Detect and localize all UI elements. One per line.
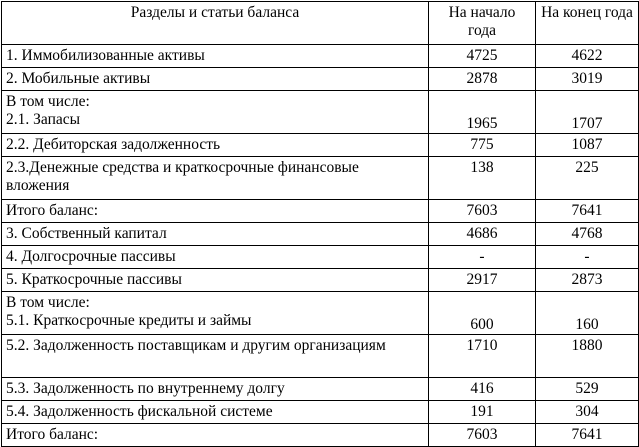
row-label: 1. Иммобилизованные активы [2, 45, 429, 68]
header-sections: Разделы и статьи баланса [2, 2, 429, 45]
table-row [2, 157, 639, 200]
row-start-value: 416 [429, 378, 536, 401]
header-end-of-year: На конец года [536, 2, 639, 45]
row-end-value: 1707 [536, 91, 639, 134]
table-row [2, 223, 639, 246]
table-row [2, 91, 639, 134]
row-end-value: - [536, 246, 639, 269]
row-start-value: 1710 [429, 335, 536, 378]
row-start-value: 191 [429, 401, 536, 424]
table-header-row [2, 2, 639, 45]
row-end-value: 225 [536, 157, 639, 200]
row-end-value: 304 [536, 401, 639, 424]
row-label: 2.2. Дебиторская задолженность [2, 134, 429, 157]
row-end-value: 7641 [536, 424, 639, 447]
row-end-value: 160 [536, 292, 639, 335]
row-label: В том числе: 2.1. Запасы [2, 91, 429, 134]
table-row [2, 200, 639, 223]
row-label: 2. Мобильные активы [2, 68, 429, 91]
row-start-value: 4725 [429, 45, 536, 68]
row-label: 4. Долгосрочные пассивы [2, 246, 429, 269]
row-end-value: 1880 [536, 335, 639, 378]
row-label: 2.3.Денежные средства и краткосрочные финансовые вложения [2, 157, 429, 200]
table-row [2, 134, 639, 157]
row-end-value: 4622 [536, 45, 639, 68]
row-start-value: 2878 [429, 68, 536, 91]
row-label: 5.4. Задолженность фискальной системе [2, 401, 429, 424]
row-end-value: 7641 [536, 200, 639, 223]
table-row [2, 424, 639, 447]
row-label: Итого баланс: [2, 200, 429, 223]
row-end-value: 4768 [536, 223, 639, 246]
row-label: 5. Краткосрочные пассивы [2, 269, 429, 292]
row-start-value: 7603 [429, 424, 536, 447]
row-label: Итого баланс: [2, 424, 429, 447]
table-row [2, 246, 639, 269]
header-start-of-year: На начало года [429, 2, 536, 45]
table-row [2, 335, 639, 378]
row-label: 5.2. Задолженность поставщикам и другим организациям [2, 335, 429, 378]
table-row [2, 292, 639, 335]
table-row [2, 378, 639, 401]
row-start-value: 775 [429, 134, 536, 157]
row-start-value: 138 [429, 157, 536, 200]
row-start-value: 7603 [429, 200, 536, 223]
table-row [2, 269, 639, 292]
row-start-value: 1965 [429, 91, 536, 134]
row-label: 3. Собственный капитал [2, 223, 429, 246]
table-row [2, 45, 639, 68]
row-end-value: 1087 [536, 134, 639, 157]
row-label: 5.3. Задолженность по внутреннему долгу [2, 378, 429, 401]
balance-table [1, 1, 639, 447]
table-row [2, 401, 639, 424]
row-end-value: 3019 [536, 68, 639, 91]
row-start-value: - [429, 246, 536, 269]
row-start-value: 2917 [429, 269, 536, 292]
row-start-value: 4686 [429, 223, 536, 246]
row-end-value: 2873 [536, 269, 639, 292]
row-label: В том числе: 5.1. Краткосрочные кредиты и займы [2, 292, 429, 335]
row-start-value: 600 [429, 292, 536, 335]
table-row [2, 68, 639, 91]
row-end-value: 529 [536, 378, 639, 401]
